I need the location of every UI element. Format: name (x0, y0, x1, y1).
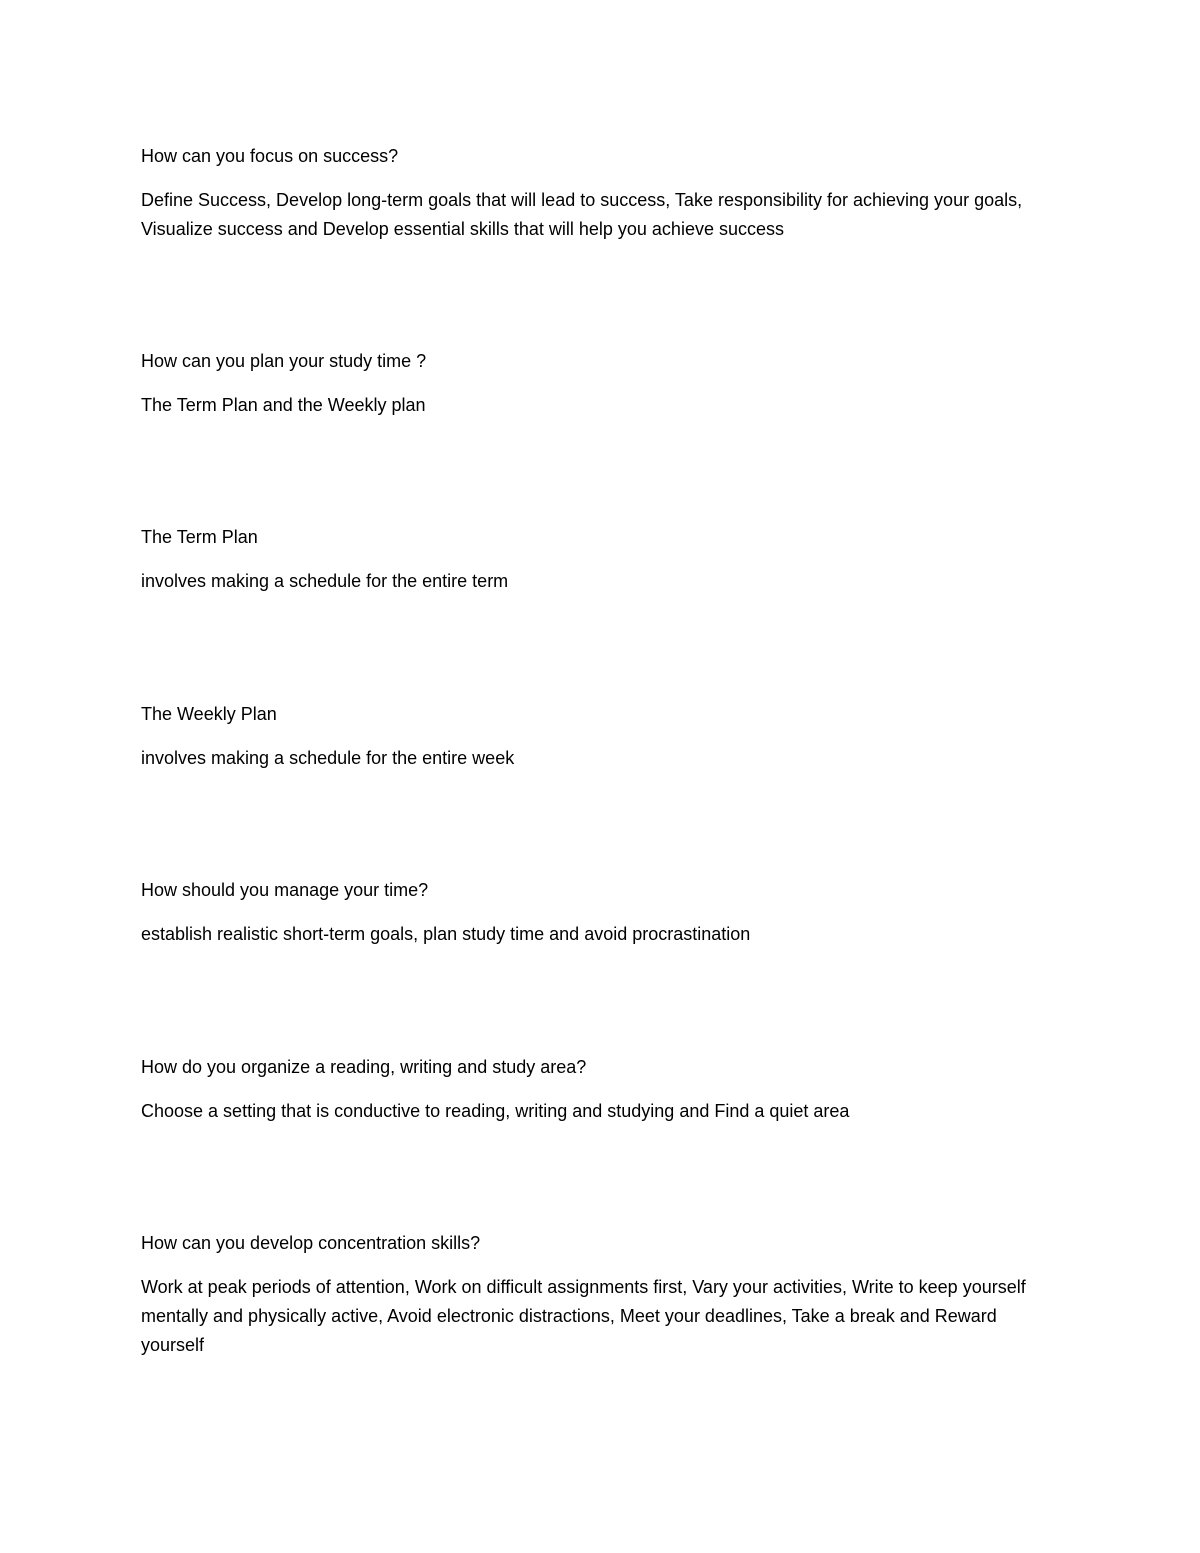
question-manage-time: How should you manage your time? (141, 880, 429, 900)
answer-organize-study-area: Choose a setting that is conductive to reading, writing and studying and Find a quiet area (141, 1101, 850, 1121)
answer-concentration-skills: Work at peak periods of attention, Work on difficult assignments first, Vary your activities, Write to keep yourself mentally and physically active, Avoid electronic distractions, Meet your deadlines, Take a break and Reward yourself (141, 1277, 1026, 1355)
question-organize-study-area: How do you organize a reading, writing and study area? (141, 1057, 587, 1077)
answer-manage-time: establish realistic short-term goals, plan study time and avoid procrastination (141, 924, 751, 944)
answer-focus-on-success: Define Success, Develop long-term goals that will lead to success, Take responsibility for achieving your goals, Visualize success and Develop essential skills that will help you achieve success (141, 190, 1023, 239)
heading-term-plan: The Term Plan (141, 527, 258, 547)
text-weekly-plan: involves making a schedule for the entire week (141, 748, 515, 768)
answer-plan-study-time: The Term Plan and the Weekly plan (141, 395, 426, 415)
text-term-plan: involves making a schedule for the entire term (141, 571, 509, 591)
question-plan-study-time: How can you plan your study time ? (141, 351, 427, 371)
question-concentration-skills: How can you develop concentration skills? (141, 1233, 481, 1253)
question-focus-on-success: How can you focus on success? (141, 146, 399, 166)
heading-weekly-plan: The Weekly Plan (141, 704, 277, 724)
